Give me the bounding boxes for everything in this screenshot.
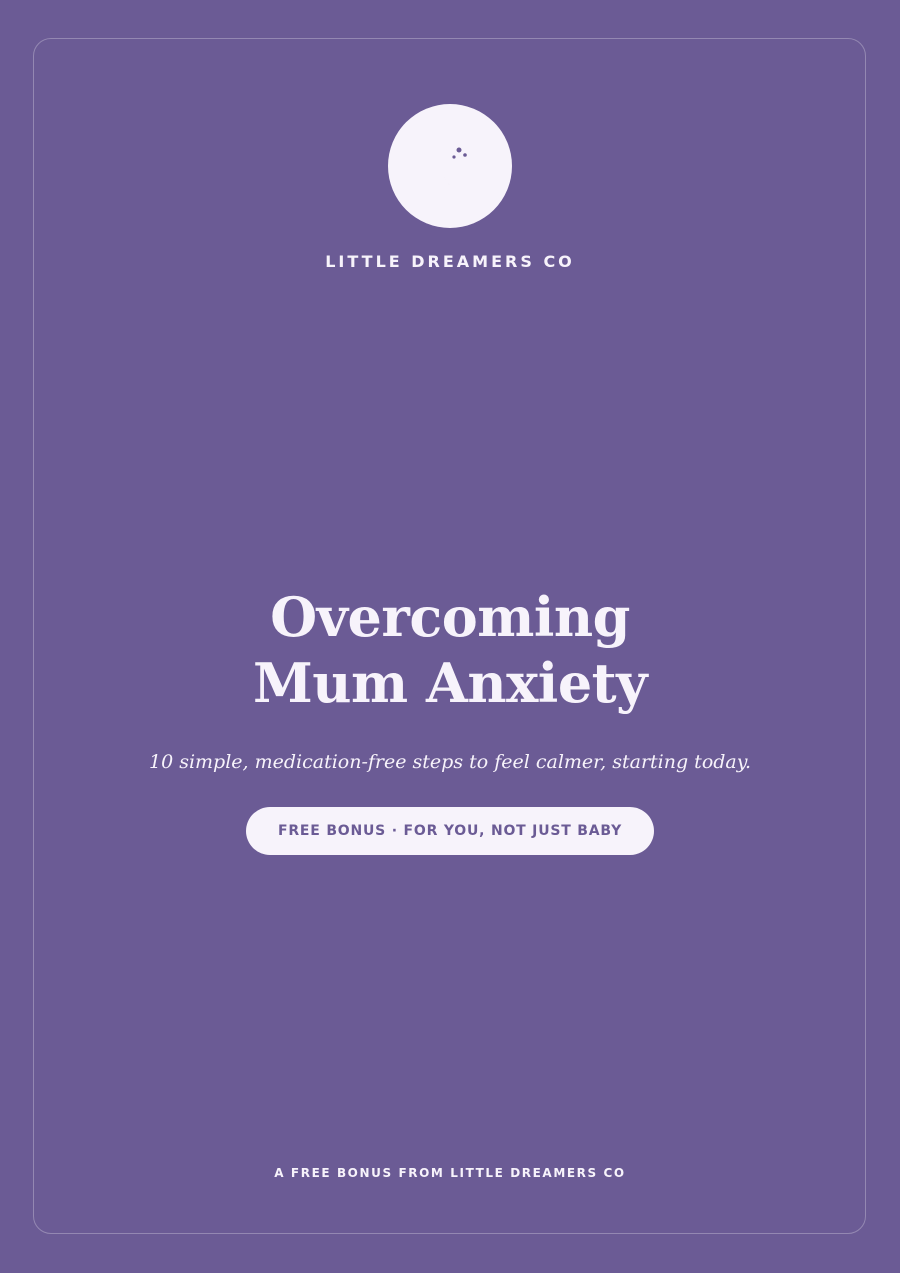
free-bonus-badge: FREE BONUS · FOR YOU, NOT JUST BABY <box>246 807 654 855</box>
cover-title-line-2: Mum Anxiety <box>252 651 647 715</box>
footer-note: A FREE BONUS FROM LITTLE DREAMERS CO <box>274 1166 626 1180</box>
cover-title-line-1: Overcoming <box>270 585 630 649</box>
cover-title <box>0 584 900 716</box>
moon-stars-icon <box>388 104 512 228</box>
brand-logo <box>388 104 512 228</box>
brand-name: LITTLE DREAMERS CO <box>325 252 575 271</box>
cover-subtitle: 10 simple, medication-free steps to feel calmer, starting today. <box>148 751 752 773</box>
